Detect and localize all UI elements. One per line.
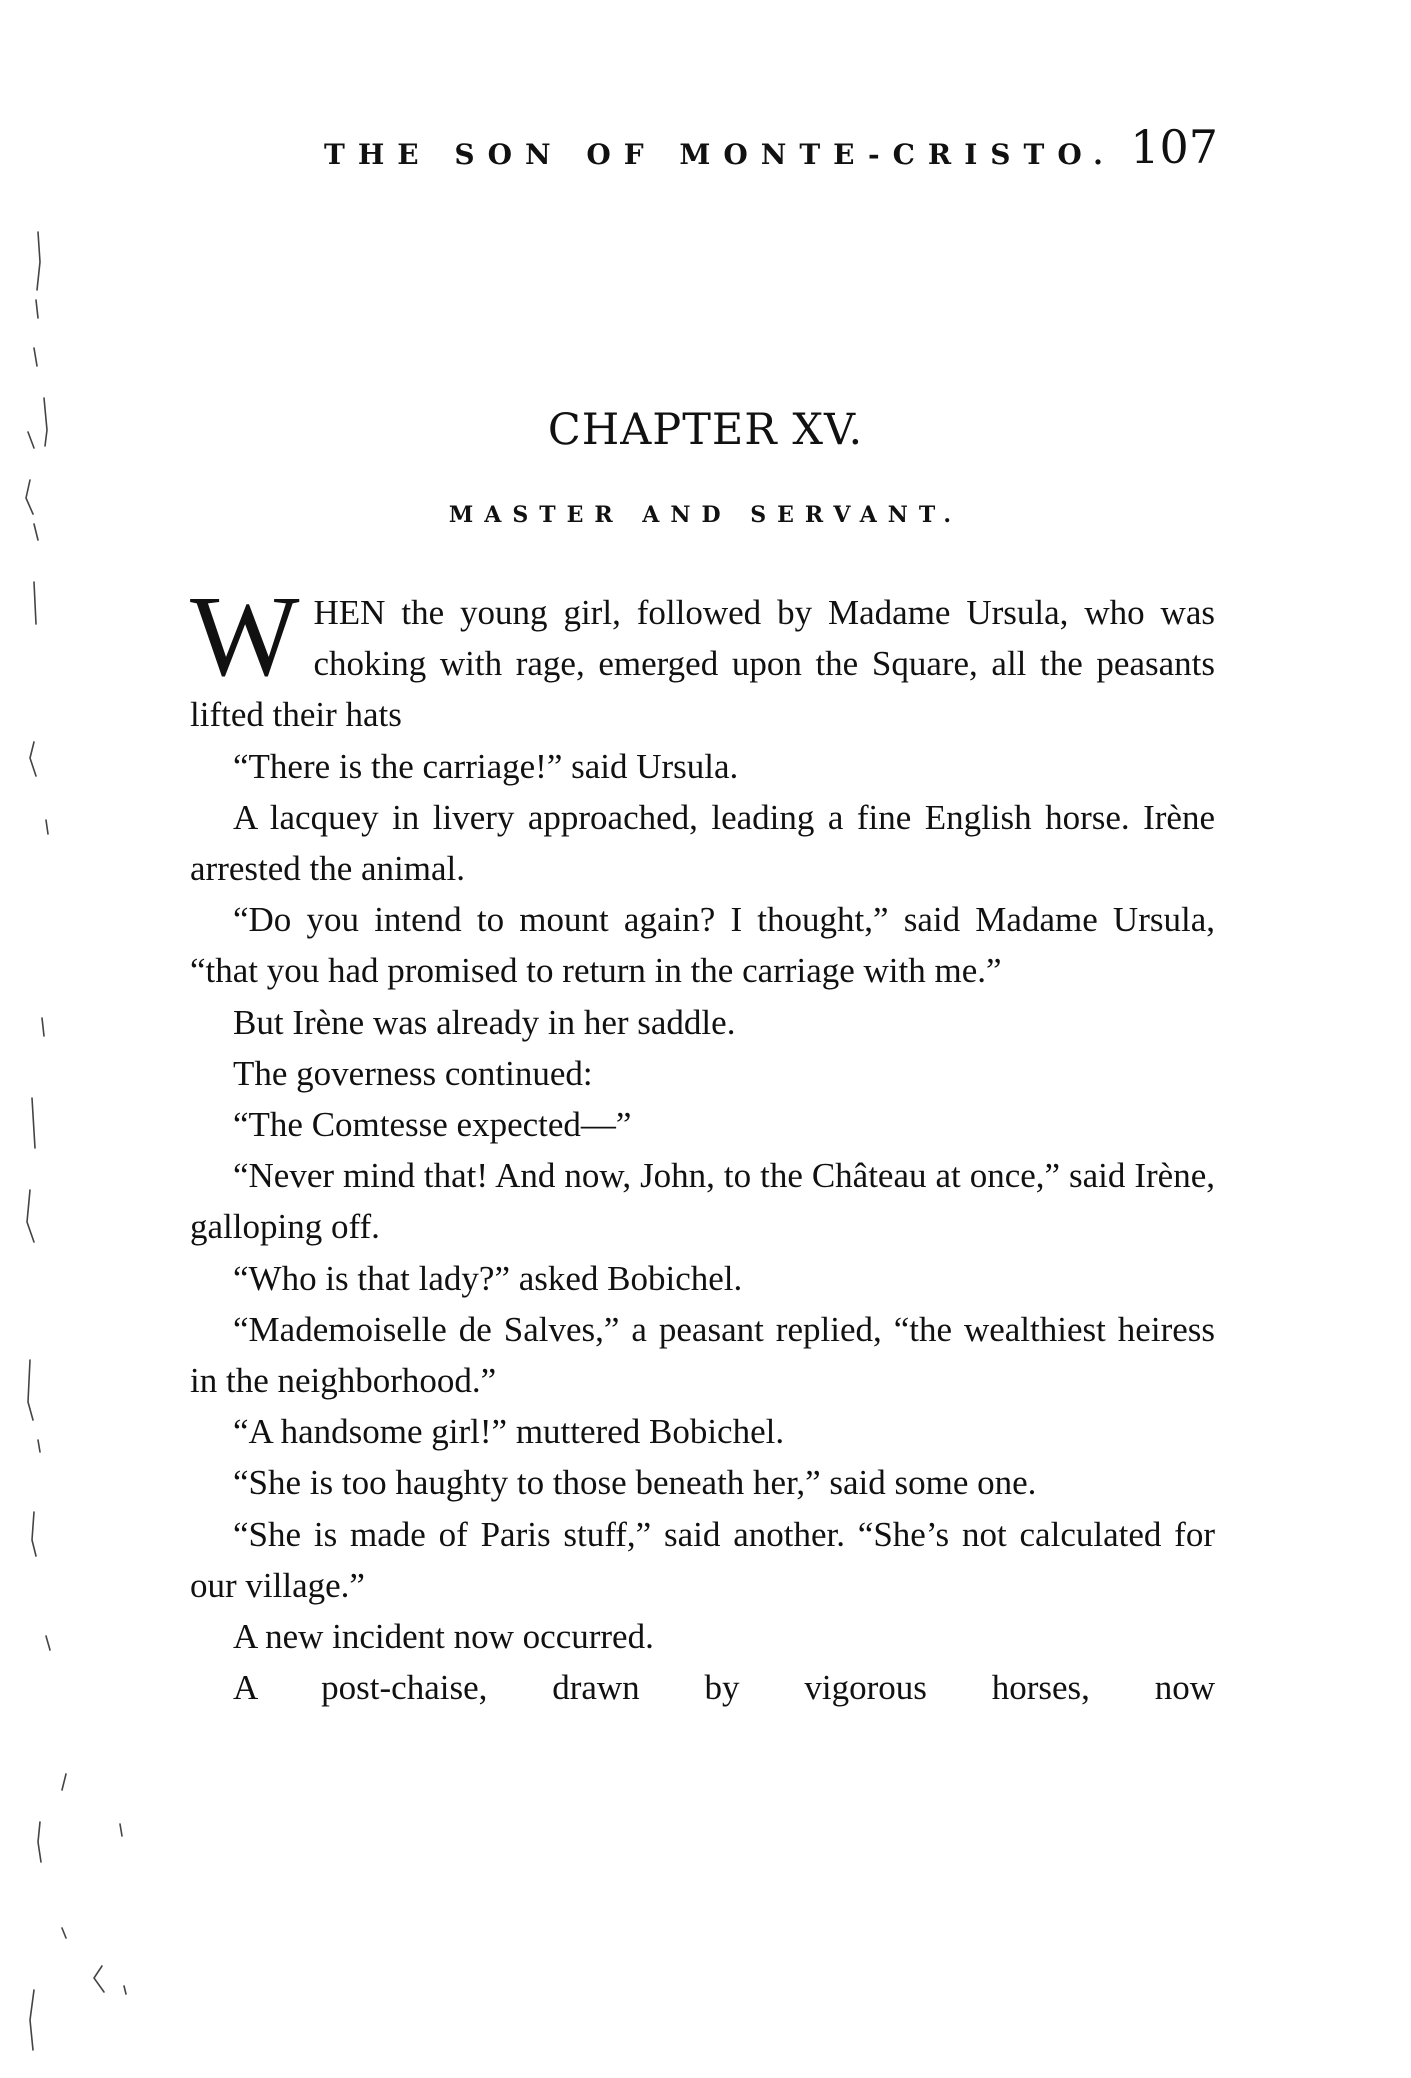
paragraph-12: “She is made of Paris stuff,” said another. “She’s not calculated for our village.” [190, 1514, 1215, 1605]
paragraph-8: “Who is that lady?” asked Bobichel. [233, 1258, 743, 1298]
scan-edge-marks-graphic [0, 0, 160, 2074]
paragraph-14: A post-chaise, drawn by vigorous horses, now [233, 1668, 1215, 1708]
chapter-title [0, 405, 1411, 455]
paragraph-2: A lacquey in livery approached, leading a fine English horse. Irène arrested the animal. [190, 797, 1215, 889]
paragraph-6: “The Comtesse expected—” [233, 1105, 632, 1145]
running-header [318, 120, 1218, 190]
page-number: 107 [1130, 120, 1218, 174]
drop-cap: W [190, 573, 300, 701]
paragraph-5: The governess continued: [233, 1053, 593, 1093]
paragraph-4: But Irène was already in her saddle. [233, 1002, 736, 1042]
scan-edge-marks [0, 0, 160, 2074]
paragraph-7: “Never mind that! And now, John, to the Château at once,” said Irène, galloping off. [190, 1156, 1215, 1247]
paragraph-13: A new incident now occurred. [233, 1617, 654, 1657]
paragraph-10: “A handsome girl!” muttered Bobichel. [233, 1412, 785, 1452]
chapter-title-text: CHAPTER XV. [547, 405, 864, 455]
paragraph-9: “Mademoiselle de Salves,” a peasant replied, “the wealthiest heiress in the neighborhood.” [190, 1309, 1215, 1401]
paragraph-11: “She is too haughty to those beneath her,” said some one. [233, 1463, 1037, 1503]
opening-paragraph [190, 573, 1215, 741]
running-title: THE SON OF MONTE-CRISTO. [324, 138, 1116, 171]
paragraph-1: “There is the carriage!” said Ursula. [233, 746, 739, 786]
body-text [190, 573, 1215, 1713]
chapter-subtitle: MASTER AND SERVANT. [448, 502, 963, 528]
opening-paragraph-text: HEN the young girl, followed by Madame Ursula, who was choking with rage, emerged upon the Square, all the peasants lifted their hats [190, 593, 1215, 735]
paragraph-3: “Do you intend to mount again? I thought,” said Madame Ursula, “that you had promised to return in the carriage with me.” [190, 900, 1215, 991]
